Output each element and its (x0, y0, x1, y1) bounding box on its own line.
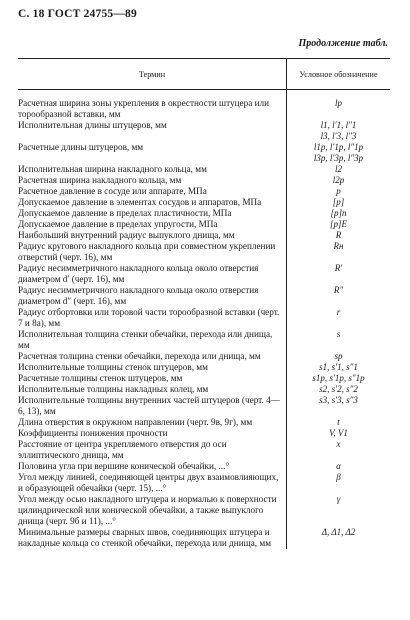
term-cell: Расчетная ширина накладного кольца, мм (18, 175, 287, 186)
table-row (18, 417, 390, 428)
page-header: С. 18 ГОСТ 24755—89 (18, 8, 137, 20)
term-cell (18, 153, 287, 164)
table-row (18, 120, 390, 131)
symbol-cell: R′ (334, 263, 343, 273)
term-cell: Исполнительная длины штуцеров, мм (18, 120, 287, 131)
symbol-cell: r (336, 307, 341, 317)
table-row (18, 186, 390, 197)
column-header-term: Термин (18, 59, 287, 90)
symbol-cell: s3, s′3, s″3 (319, 395, 358, 405)
symbol-cell: Δ, Δ1, Δ2 (321, 527, 356, 537)
terms-table (18, 58, 390, 549)
symbol-cell: x (336, 439, 341, 449)
symbol-cell: l2 (334, 164, 342, 174)
term-cell: Расстояние от центра укрепляемого отверстия до оси эллиптического днища, мм (18, 439, 287, 461)
table-row (18, 439, 390, 461)
table-row (18, 142, 390, 153)
term-cell: Исполнительные толщины стенок штуцеров, мм (18, 362, 287, 373)
symbol-cell: α (336, 461, 341, 471)
symbol-cell: R (335, 230, 342, 240)
symbol-cell: l2р (332, 175, 345, 185)
symbol-cell: R″ (333, 285, 344, 295)
symbol-cell: s1р, s′1р, s″1р (312, 373, 365, 383)
term-cell: Допускаемое давление в пределах пластичности, МПа (18, 208, 287, 219)
term-cell: Угол между осью накладного штуцера и нормалью к поверхности цилиндрической или конической обечайки, а также выпуклого днища (черт. 9б и 11), ...° (18, 494, 287, 527)
term-cell: Допускаемое давление в пределах упругости, МПа (18, 219, 287, 230)
term-cell (18, 131, 287, 142)
symbol-cell: t (337, 417, 340, 427)
symbol-cell: s1, s′1, s″1 (319, 362, 358, 372)
symbol-cell: [p] (332, 197, 345, 207)
term-cell: Угол между линией, соединяющей центры двух взаимовлияющих, и образующей обечайки (черт. 15), ...° (18, 472, 287, 494)
symbol-cell: lр (334, 98, 342, 108)
table-row (18, 494, 390, 527)
table-row (18, 351, 390, 362)
term-cell: Допускаемое давление в элементах сосудов и аппаратов, МПа (18, 197, 287, 208)
table-row (18, 230, 390, 241)
table-row (18, 263, 390, 285)
term-cell: Исполнительные толщины внутренних частей штуцеров (черт. 4—6, 13), мм (18, 395, 287, 417)
table-continuation-label: Продолжение табл. (298, 38, 388, 49)
table-row (18, 395, 390, 417)
table-row (18, 329, 390, 351)
symbol-cell: l1р, l′1р, l″1р (313, 142, 364, 152)
symbol-cell: sр (334, 351, 343, 361)
term-cell: Половина угла при вершине конической обечайки, ...° (18, 461, 287, 472)
column-header-symbol: Условное обозначение (287, 59, 391, 90)
term-cell: Исполнительные толщины накладных колец, мм (18, 384, 287, 395)
symbol-cell: Rн (333, 241, 344, 251)
symbol-cell: l3р, l′3р, l″3р (313, 153, 364, 163)
term-cell: Радиус кругового накладного кольца при совместном укреплении отверстий (черт. 16), мм (18, 241, 287, 263)
term-cell: Исполнительная ширина накладного кольца, мм (18, 164, 287, 175)
term-cell: Длина отверстия в окружном направлении (черт. 9в, 9г), мм (18, 417, 287, 428)
symbol-cell: [p]E (329, 219, 347, 229)
table-row (18, 98, 390, 120)
table-row (18, 219, 390, 230)
symbol-cell: γ (336, 494, 341, 504)
term-cell: Исполнительная толщина стенки обечайки, перехода или днища, мм (18, 329, 287, 351)
symbol-cell: l1, l′1, l″1 (320, 120, 357, 130)
symbol-cell: [p]п (330, 208, 347, 218)
term-cell: Коэффициенты понижения прочности (18, 428, 287, 439)
table-row (18, 307, 390, 329)
term-cell: Расчетные длины штуцеров, мм (18, 142, 287, 153)
table-row (18, 373, 390, 384)
table-row (18, 197, 390, 208)
table-row (18, 384, 390, 395)
term-cell: Расчетная ширина зоны укрепления в окрестности штуцера или торообразной вставки, мм (18, 98, 287, 120)
table-row (18, 527, 390, 549)
table-row (18, 362, 390, 373)
term-cell: Радиус отбортовки или торовой части торообразной вставки (черт. 7 и 8а), мм (18, 307, 287, 329)
term-cell: Радиус несимметричного накладного кольца около отверстия диаметром d″ (черт. 16), мм (18, 285, 287, 307)
table-row (18, 285, 390, 307)
table-row (18, 472, 390, 494)
term-cell: Радиус несимметричного накладного кольца около отверстия диаметром d′ (черт. 16), мм (18, 263, 287, 285)
table-row (18, 164, 390, 175)
table-row (18, 153, 390, 164)
symbol-cell: V, V1 (329, 428, 348, 438)
term-cell: Наибольший внутренний радиус выпуклого днища, мм (18, 230, 287, 241)
symbol-cell: s (336, 329, 341, 339)
table-row (18, 428, 390, 439)
table-row (18, 175, 390, 186)
term-cell: Расчетная толщина стенки обечайки, перехода или днища, мм (18, 351, 287, 362)
table-row (18, 131, 390, 142)
table-row (18, 461, 390, 472)
term-cell: Расчетные толщины стенок штуцеров, мм (18, 373, 287, 384)
symbol-cell: β (336, 472, 341, 482)
table-row (18, 241, 390, 263)
symbol-cell: l3, l′3, l″3 (320, 131, 357, 141)
symbol-cell: p (336, 186, 341, 196)
term-cell: Минимальные размеры сварных швов, соединяющих штуцера и накладные кольца со стенкой обечайки, перехода или днища, мм (18, 527, 287, 549)
table-row (18, 208, 390, 219)
symbol-cell: s2, s′2, s″2 (319, 384, 358, 394)
term-cell: Расчетное давление в сосуде или аппарате, МПа (18, 186, 287, 197)
